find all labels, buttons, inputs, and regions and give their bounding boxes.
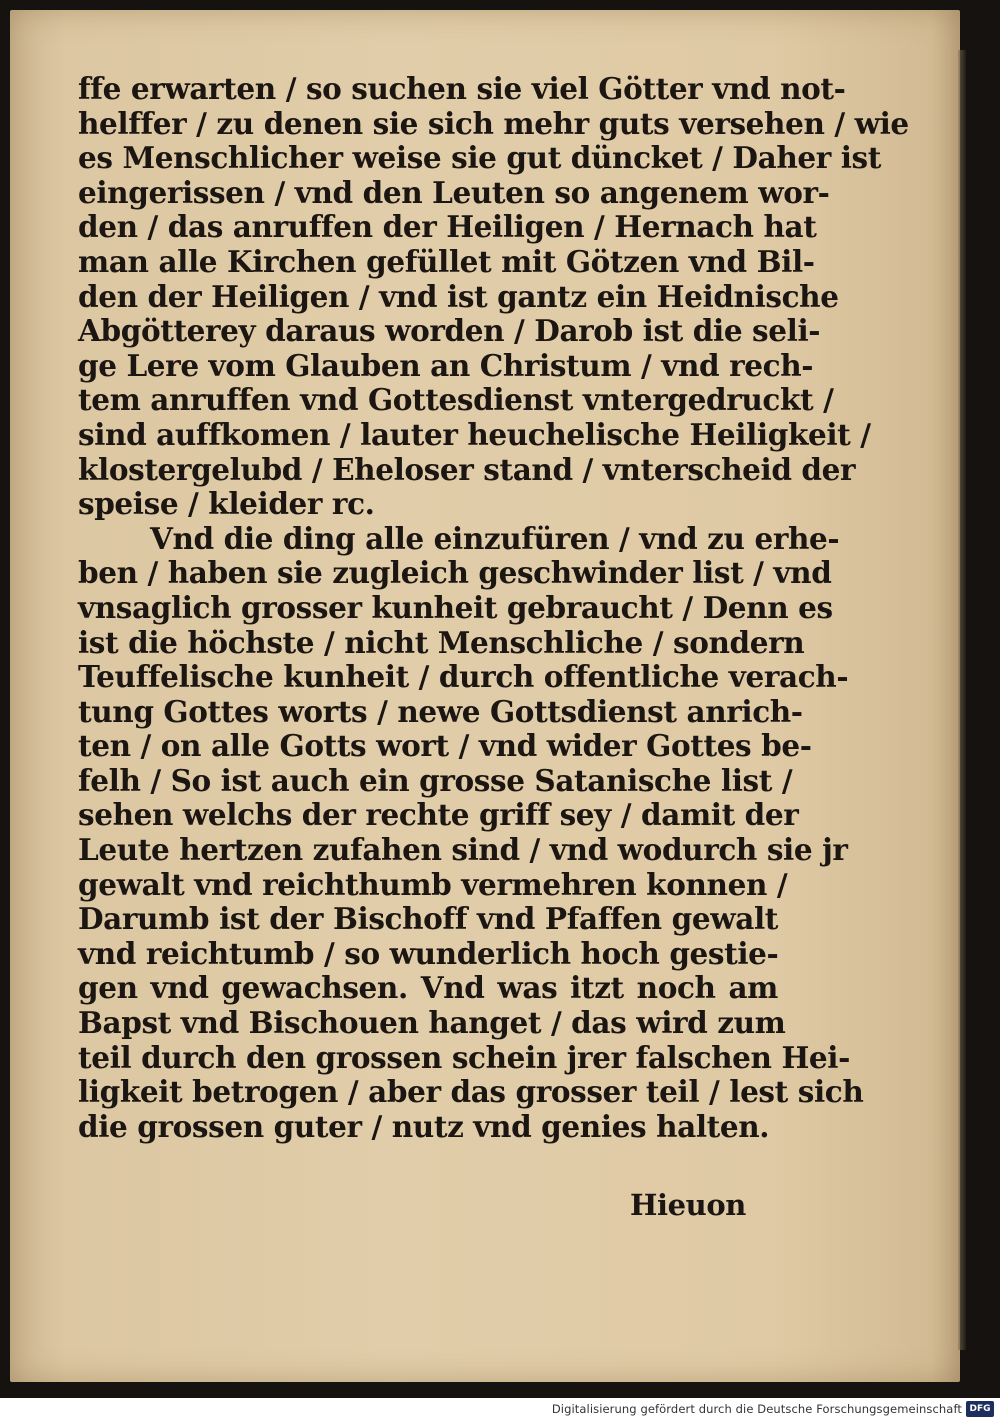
page-edge-shadow	[958, 50, 966, 1350]
text-line: ten / on alle Gotts wort / vnd wider Gottes be-	[78, 728, 812, 764]
funding-credit: Digitalisierung gefördert durch die Deutsche Forschungsgemeinschaft	[551, 1402, 962, 1416]
catchword: Hieuon	[630, 1188, 746, 1222]
text-line: tem anruffen vnd Gottesdienst vntergedruckt /	[78, 382, 834, 418]
text-line: teil durch den grossen schein jrer falschen Hei-	[78, 1039, 850, 1075]
text-line: ist die höchste / nicht Menschliche / sondern	[78, 624, 805, 660]
text-line: Teuffelische kunheit / durch offentliche verach-	[78, 659, 849, 695]
text-line: helffer / zu denen sie sich mehr guts versehen / wie	[78, 105, 909, 141]
text-line: ligkeit betrogen / aber das grosser teil / lest sich	[78, 1074, 864, 1110]
text-line: vnsaglich grosser kunheit gebraucht / Denn es	[78, 589, 833, 625]
text-line: sehen welchs der rechte griff sey / damit der	[78, 797, 799, 833]
text-line: Leute hertzen zufahen sind / vnd wodurch sie jr	[78, 832, 848, 868]
text-line: ffe erwarten / so suchen sie viel Götter vnd not-	[78, 71, 846, 106]
text-line: Darumb ist der Bischoff vnd Pfaffen gewalt	[78, 901, 778, 937]
text-line: gewalt vnd reichthumb vermehren konnen /	[78, 866, 788, 902]
text-line: felh / So ist auch ein grosse Satanische list /	[78, 762, 793, 798]
dfg-logo: DFG	[966, 1401, 994, 1417]
text-line: ben / haben sie zugleich geschwinder list / vnd	[78, 555, 832, 591]
text-line: ge Lere vom Glauben an Christum / vnd rech-	[78, 347, 814, 383]
body-text	[78, 71, 909, 1144]
text-line: Bapst vnd Bischouen hanget / das wird zum	[78, 1005, 786, 1041]
text-line: eingerissen / vnd den Leuten so angenem wor-	[78, 174, 830, 210]
book-page	[10, 10, 960, 1382]
text-line: tung Gottes worts / newe Gottsdienst anrich-	[78, 693, 803, 729]
text-line: den / das anruffen der Heiligen / Hernach hat	[78, 209, 817, 245]
text-line: sind auffkomen / lauter heuchelische Heiligkeit /	[78, 416, 871, 452]
text-line: gen vnd gewachsen. Vnd was itzt noch am	[78, 970, 778, 1006]
text-line: die grossen guter / nutz vnd genies halten.	[78, 1108, 770, 1144]
text-line: man alle Kirchen gefüllet mit Götzen vnd Bil-	[78, 243, 815, 279]
text-line: den der Heiligen / vnd ist gantz ein Heidnische	[78, 278, 839, 314]
text-line: vnd reichtumb / so wunderlich hoch gestie-	[78, 935, 779, 971]
footer-bar	[0, 1398, 1000, 1421]
text-line: klostergelubd / Eheloser stand / vnterscheid der	[78, 451, 856, 487]
text-line: Abgötterey daraus worden / Darob ist die seli-	[78, 313, 821, 349]
text-line-paragraph-start: Vnd die ding alle einzufüren / vnd zu erhe-	[150, 520, 840, 556]
text-line: speise / kleider rc.	[78, 486, 375, 522]
text-line: es Menschlicher weise sie gut düncket / Daher ist	[78, 140, 881, 176]
